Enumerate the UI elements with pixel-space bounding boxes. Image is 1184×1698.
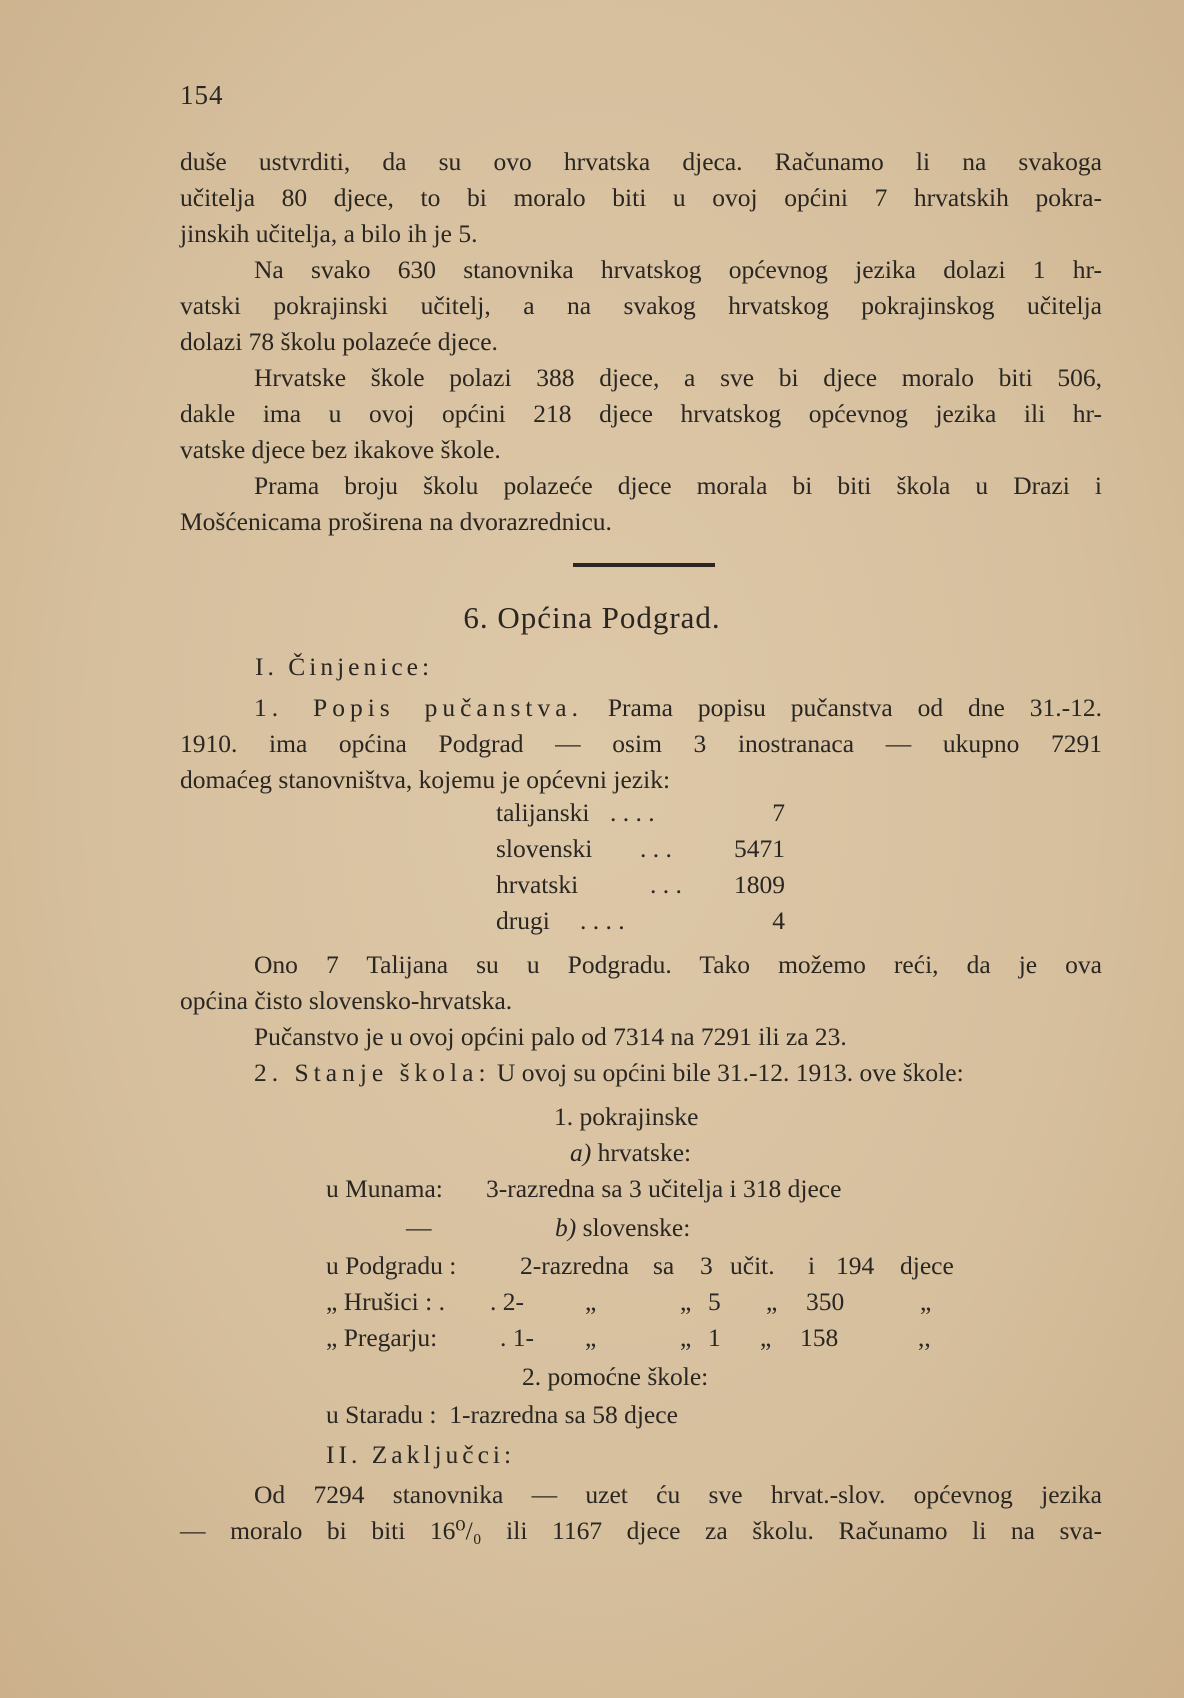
language-count: 7 (772, 798, 785, 827)
school-uc: učit. (730, 1251, 775, 1280)
text-line: jinskih učitelja, a bilo ih je 5. (180, 219, 478, 248)
part-two-heading: II. Zaključci: (326, 1440, 516, 1469)
school-children: 158 (800, 1323, 839, 1352)
auxiliary-schools-heading: 2. pomoćne škole: (522, 1362, 709, 1391)
school-uc: „ (680, 1323, 692, 1352)
section-divider (573, 563, 715, 567)
language-count: 4 (772, 906, 785, 935)
text-line: Na svako 630 stanovnika hrvatskog općevnog jezika dolazi 1 hr- (254, 255, 1102, 284)
school-dj: ,, (918, 1323, 931, 1352)
text-line: 1910. ima općina Podgrad — osim 3 inostranaca — ukupno 7291 (180, 729, 1102, 758)
language-name: talijanski (496, 798, 590, 827)
language-name: drugi (496, 906, 550, 935)
conclusions-paragraph (180, 1477, 1102, 1549)
school-place: u Podgradu : (326, 1251, 457, 1280)
school-dj: djece (900, 1251, 954, 1280)
school-grade: 2-razredna (520, 1251, 629, 1280)
census-label: 1. Popis pučanstva. (254, 693, 583, 722)
text-line: duše ustvrditi, da su ovo hrvatska djeca. Računamo li na svakoga (180, 147, 1102, 176)
school-uc: „ (680, 1287, 692, 1316)
text-line: Prama broju školu polazeće djece morala bi biti škola u Drazi i (254, 471, 1102, 500)
school-desc: 3-razredna sa 3 učitelja i 318 djece (486, 1174, 842, 1203)
text-line: — moralo bi biti 16⁰/₀ ili 1167 djece za školu. Računamo li na sva- (180, 1516, 1102, 1545)
school-teachers: 3 (700, 1251, 713, 1280)
croatian-schools-heading (570, 1138, 691, 1168)
part-one-heading: I. Činjenice: (255, 652, 434, 681)
leader-dots: . . . (640, 834, 672, 863)
school-children: 350 (806, 1287, 845, 1316)
text-line: vatske djece bez ikakove škole. (180, 435, 501, 464)
school-teachers: 1 (708, 1323, 721, 1352)
language-count: 5471 (734, 834, 785, 863)
auxiliary-school-row: u Staradu : 1-razredna sa 58 djece (326, 1400, 678, 1429)
slovene-schools-heading (555, 1213, 690, 1243)
school-place: u Munama: (326, 1174, 443, 1203)
language-count: 1809 (734, 870, 785, 899)
leader-dots: . . . . (610, 798, 655, 827)
text-line: Hrvatske škole polazi 388 djece, a sve bi djece moralo biti 506, (254, 363, 1102, 392)
section-heading: 6. Općina Podgrad. (463, 600, 721, 635)
census-paragraph (180, 690, 1102, 798)
text-line: dolazi 78 školu polazeće djece. (180, 327, 498, 356)
school-teachers: 5 (708, 1287, 721, 1316)
schools-text: U ovoj su općini bile 31.-12. 1913. ove škole: (490, 1058, 964, 1087)
school-place: „ Hrušici : . (326, 1287, 445, 1316)
item-letter: a) (570, 1138, 592, 1167)
item-letter: b) (555, 1213, 577, 1242)
heading-text: slovenske: (576, 1213, 691, 1242)
school-grade: . 2- (490, 1287, 524, 1316)
heading-text: hrvatske: (591, 1138, 692, 1167)
school-i: i (808, 1251, 816, 1280)
school-sa: „ (585, 1287, 597, 1316)
leader-dots: . . . . (580, 906, 625, 935)
census-text: Prama popisu pučanstva od dne 31.-12. (582, 693, 1102, 722)
text-line (180, 1055, 1102, 1091)
schools-label: 2. Stanje škola: (254, 1058, 491, 1087)
school-sa: sa (653, 1251, 675, 1280)
text-line: Ono 7 Talijana su u Podgradu. Tako možemo reći, da je ova (254, 950, 1102, 979)
school-i: „ (766, 1287, 778, 1316)
leader-dots: . . . (650, 870, 682, 899)
text-line: Mošćenicama proširena na dvorazrednicu. (180, 507, 612, 536)
school-dj: „ (920, 1287, 932, 1316)
provincial-schools-heading: 1. pokrajinske (554, 1102, 699, 1131)
school-i: „ (760, 1323, 772, 1352)
text-line: domaćeg stanovništva, kojemu je općevni jezik: (180, 765, 671, 794)
dash: — (406, 1213, 432, 1242)
text-line: Od 7294 stanovnika — uzet ću sve hrvat.-slov. općevnog jezika (254, 1480, 1102, 1509)
text-line: vatski pokrajinski učitelj, a na svakog hrvatskog pokrajinskog učitelja (180, 291, 1102, 320)
page-number: 154 (180, 80, 224, 110)
text-line: Pučanstvo je u ovoj općini palo od 7314 na 7291 ili za 23. (254, 1022, 847, 1051)
school-sa: „ (585, 1323, 597, 1352)
population-paragraph (180, 947, 1102, 1091)
language-name: slovenski (496, 834, 593, 863)
text-line: dakle ima u ovoj općini 218 djece hrvatskog općevnog jezika ili hr- (180, 399, 1102, 428)
text-line (180, 690, 1102, 726)
conclusions-text-previous (180, 144, 1102, 540)
text-line: učitelja 80 djece, to bi moralo biti u ovoj općini 7 hrvatskih pokra- (180, 183, 1102, 212)
school-place: „ Pregarju: (326, 1323, 438, 1352)
school-children: 194 (836, 1251, 875, 1280)
school-grade: . 1- (500, 1323, 534, 1352)
text-line: općina čisto slovensko-hrvatska. (180, 986, 513, 1015)
language-name: hrvatski (496, 870, 579, 899)
